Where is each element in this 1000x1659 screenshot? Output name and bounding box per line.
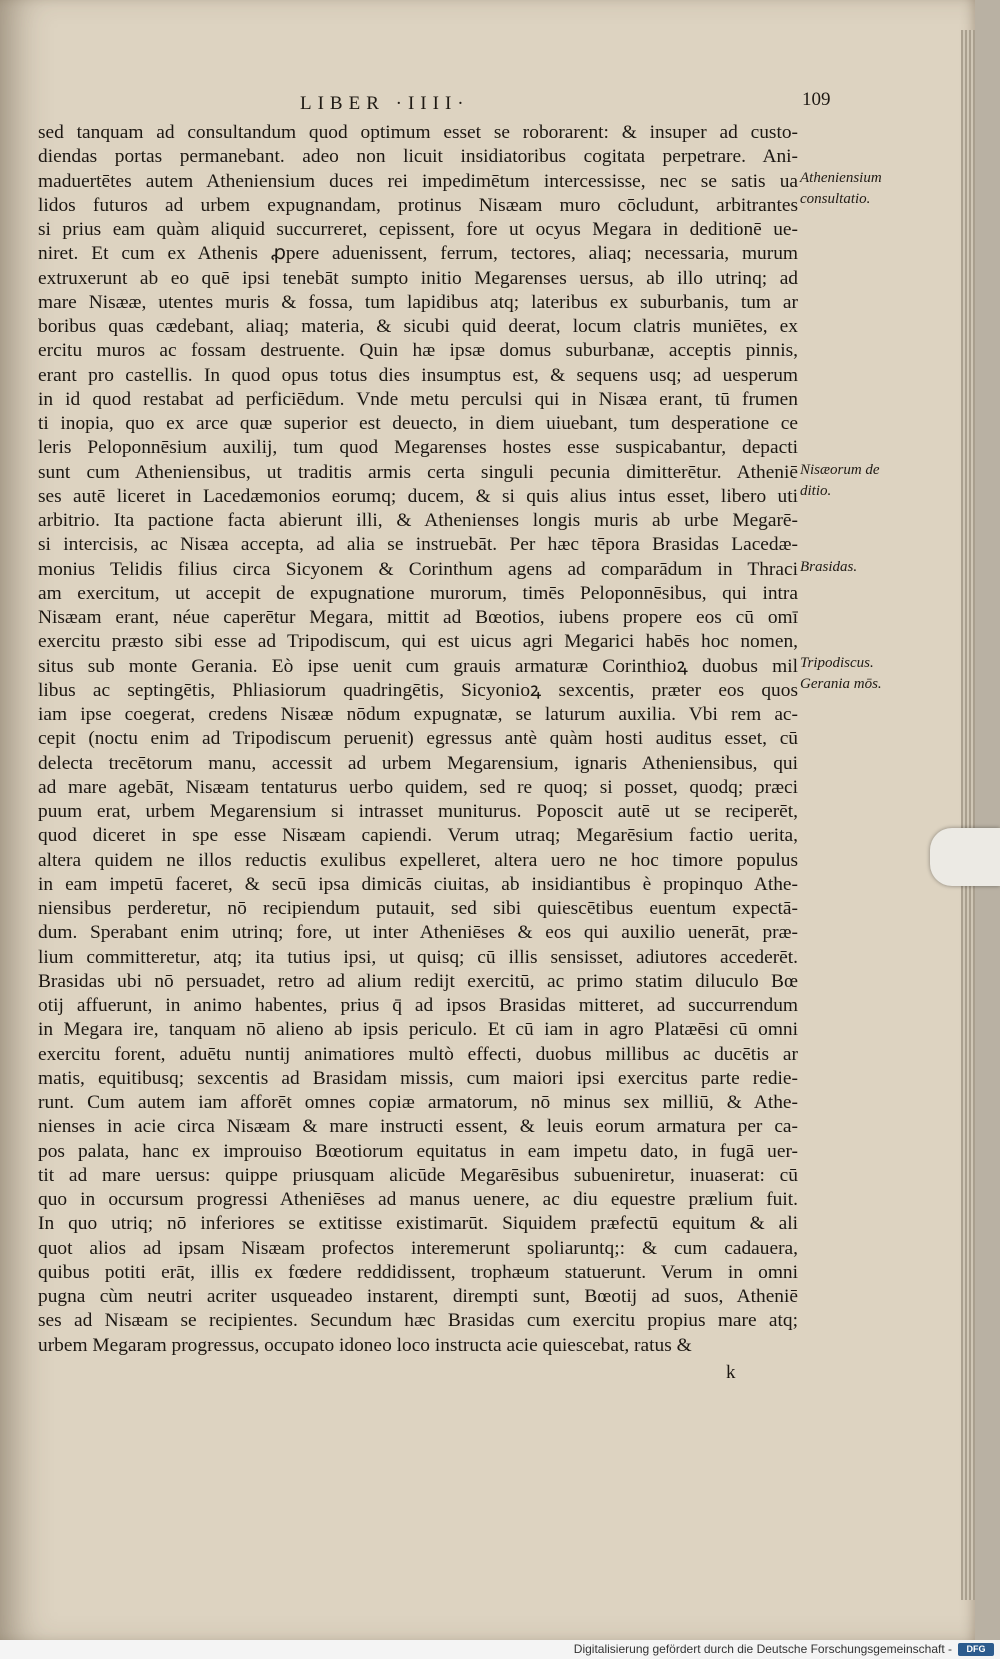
- text-line: runt. Cum autem iam afforēt omnes copiæ armatorum, nō minus sex milliū, & Athe-: [38, 1092, 798, 1113]
- text-line: sunt cum Atheniensibus, ut traditis armis certa singuli pecunia dimitterētur. Atheniē: [38, 461, 798, 483]
- page-edge: [961, 30, 975, 1600]
- text-line: erant pro castellis. In quod opus totus dies insumptus est, & sequens usq; ad uesperum: [38, 364, 798, 386]
- text-line: in id quod restabat ad perficiēdum. Vnde metu perculsi qui in Nisæa erant, tū frumen: [38, 388, 798, 410]
- text-line: libus ac septingētis, Phliasiorum quadringētis, Sicyonioꝝ sexcentis, præter eos quos: [38, 679, 798, 701]
- dfg-logo-icon: DFG: [958, 1643, 994, 1656]
- text-line: diendas portas permanebant. adeo non licuit insidiatoribus cogitata perpetrare. Ani-: [38, 146, 798, 168]
- text-line: lidos futuros ad urbem expugnandam, protinus Nisæam muro cōcludunt, arbitrantes: [38, 194, 798, 216]
- margin-note-line: consultatio.: [800, 191, 871, 207]
- text-line: sed tanquam ad consultandum quod optimum esset se roborarent: & insuper ad custo-: [38, 122, 798, 143]
- text-line: Nisæam erant, néue caperētur Megara, mittit ad Bœotios, iubens propere eos cū omī: [38, 607, 798, 628]
- text-line: ses ad Nisæam se recipientes. Secundum hæc Brasidas cum exercitu propius mare atq;: [38, 1310, 798, 1332]
- text-line: In quo utriq; nō inferiores se extitisse existimarūt. Siquidem præfectū equitum & ali: [38, 1213, 798, 1235]
- text-line: am exercitum, ut accepit de expugnatione murorum, timēs Peloponnēsibus, qui intra: [38, 582, 798, 604]
- text-line: si intercisis, ac Nisæa accepta, ad alia se instruebāt. Per hæc tēpora Brasidas Lacedæ-: [38, 534, 798, 556]
- text-line: cepit (noctu enim ad Tripodiscum peruenit) egressus antè quàm hosti auditus esset, cū: [38, 728, 798, 750]
- text-line: altera quidem ne illos reductis exulibus expelleret, altera uero ne hoc timore populus: [38, 849, 798, 871]
- running-head: LIBER ·IIII·: [300, 93, 470, 114]
- text-line: iam ipse coegerat, credens Nisææ nōdum expugnatæ, se laturum auxilia. Vbi rem ac-: [38, 704, 798, 725]
- body-text: [38, 121, 798, 1358]
- text-line: quod diceret in spe esse Nisæam capiendi. Verum utraq; Megarēsium factio uerita,: [38, 825, 798, 847]
- footer-bar: [0, 1640, 1000, 1659]
- margin-note-line: ditio.: [800, 483, 832, 499]
- text-line: extruxerunt ab eo quē ipsi tenebāt sumpto initio Megarenses uersus, ab illo utrinq; ad: [38, 267, 798, 289]
- text-line: ad mare agebāt, Nisæam tentaturus uerbo quidem, sed re quoq; si posset, quodq; præci: [38, 776, 798, 798]
- text-line: Brasidas ubi nō persuadet, retro ad alium redijt exercitū, ac primo statim diluculo Bœ: [38, 970, 798, 992]
- text-line: niensibus perderetur, nō recipiendum putauit, sed sibi quiescētibus euentum expectā-: [38, 898, 798, 919]
- text-line: delecta trecētorum manu, accessit ad urbem Megarensium, ignaris Atheniensibus, qui: [38, 752, 798, 774]
- text-line: nienses in acie circa Nisæam & mare instructi essent, & leuis eorum armatura per ca-: [38, 1116, 798, 1138]
- margin-note-line: Atheniensium: [800, 170, 882, 186]
- page-number: 109: [802, 89, 831, 110]
- text-line: lium committeretur, atq; ita tutius ipsi, ut quisq; cū illis sensisset, adiutores accederēt.: [38, 946, 798, 968]
- text-line: puum erat, urbem Megarensium si intrasset muniturus. Poposcit autē ut se reciperēt,: [38, 801, 798, 822]
- text-line: in eam impetū faceret, & secū ipsa dimicās ciuitas, ab insidiantibus è propinquo Athe-: [38, 873, 798, 895]
- margin-note-tripodiscus: [800, 653, 898, 695]
- margin-note-line: Brasidas.: [800, 559, 858, 575]
- text-line: tit ad mare uersus: quippe priusquam alicūde Megarēsibus subueniretur, inuaserat: cū: [38, 1164, 798, 1186]
- text-line: matis, equitibusq; sexcentis ad Brasidam missis, cum maiori ipsi exercitus parte redie-: [38, 1067, 798, 1089]
- margin-note-line: Nisæorum de: [800, 462, 880, 478]
- funding-note: Digitalisierung gefördert durch die Deutsche Forschungsgemeinschaft -: [573, 1642, 952, 1656]
- text-line: urbem Megaram progressus, occupato idoneo loco instructa acie quiescebat, ratus &: [38, 1334, 692, 1356]
- bookmark-tab: [930, 828, 1000, 886]
- text-line: mare Nisææ, utentes muris & fossa, tum lapidibus atq; lateribus ex suburbanis, tum ar: [38, 291, 798, 313]
- margin-note-brasidas: [800, 557, 898, 578]
- margin-note-athenians: [800, 168, 898, 210]
- margin-note-line: Tripodiscus.: [800, 655, 874, 671]
- text-line: situs sub monte Gerania. Eò ipse uenit cum grauis armaturæ Corinthioꝝ duobus mil: [38, 655, 798, 677]
- text-line: leris Peloponnēsium auxilij, tum quod Megarenses hostes esse suspicabantur, depacti: [38, 437, 798, 459]
- text-line: ti inopia, quo ex arce quæ superior est deuecto, in diem uiuebant, tum desperatione ce: [38, 413, 798, 434]
- text-line: pugna cùm neutri acriter usqueadeo instarent, dirempti sunt, Bœotij ad suos, Atheniē: [38, 1286, 798, 1307]
- text-line: boribus quas cædebant, aliaq; materia, & sicubi quid deerat, locum clatris muniētes, ex: [38, 316, 798, 337]
- text-line: quo in occursum progressi Atheniēses ad manus uenere, ac diu equestre prælium fuit.: [38, 1189, 798, 1210]
- text-line: si prius eam quàm aliquid succurreret, cepissent, fore ut ocyus Megara in deditionē ue-: [38, 219, 798, 240]
- text-line: otij affuerunt, in animo habentes, prius q̄ ad ipsos Brasidas mitteret, ad succurrendum: [38, 995, 798, 1016]
- text-line: dum. Sperabant enim utrinq; fore, ut inter Atheniēses & eos qui auxilio uenerāt, præ-: [38, 922, 798, 944]
- margin-note-nisaea: [800, 460, 898, 502]
- text-line: quot alios ad ipsam Nisæam profectos interemerunt spoliaruntq;: & cum cadauera,: [38, 1237, 798, 1259]
- margin-note-line: Gerania mōs.: [800, 676, 882, 692]
- text-line: quibus potiti erāt, illis ex fœdere reddidissent, trophæum statuerunt. Verum in omni: [38, 1261, 798, 1283]
- text-line: pos palata, hanc ex improuiso Bœotiorum equitatus in eam impetu dato, in fugā uer-: [38, 1140, 798, 1162]
- text-line: in Megara ire, tanquam nō alieno ab ipsis periculo. Et cū iam in agro Platæēsi cū omni: [38, 1019, 798, 1041]
- text-line: ses autē liceret in Lacedæmonios eorumq; ducem, & si quis alius intus esset, libero uti: [38, 485, 798, 507]
- text-line: ercitu muros ac fossam destruente. Quin hæ ipsæ domus suburbanæ, acceptis pinnis,: [38, 340, 798, 362]
- text-line: maduertētes autem Atheniensium duces rei impedimētum intercessisse, nec se satis ua: [38, 170, 798, 192]
- text-line: exercitu forent, aduētu nuntij animatiores multò effecti, duobus millibus ac ducētis ar: [38, 1043, 798, 1065]
- text-line: exercitu præsto sibi esse ad Tripodiscum, qui est uicus agri Megarici habēs hoc nomen,: [38, 631, 798, 653]
- text-line: arbitrio. Ita pactione facta abierunt illi, & Athenienses longis muris ab urbe Megarē-: [38, 510, 798, 531]
- text-line: monius Telidis filius circa Sicyonem & Corinthum agens ad comparādum in Thraci: [38, 558, 798, 580]
- catchword: k: [726, 1362, 736, 1383]
- text-line: niret. Et cum ex Athenis ꝓpere aduenissent, ferrum, tectores, aliaq; necessaria, murum: [38, 243, 798, 265]
